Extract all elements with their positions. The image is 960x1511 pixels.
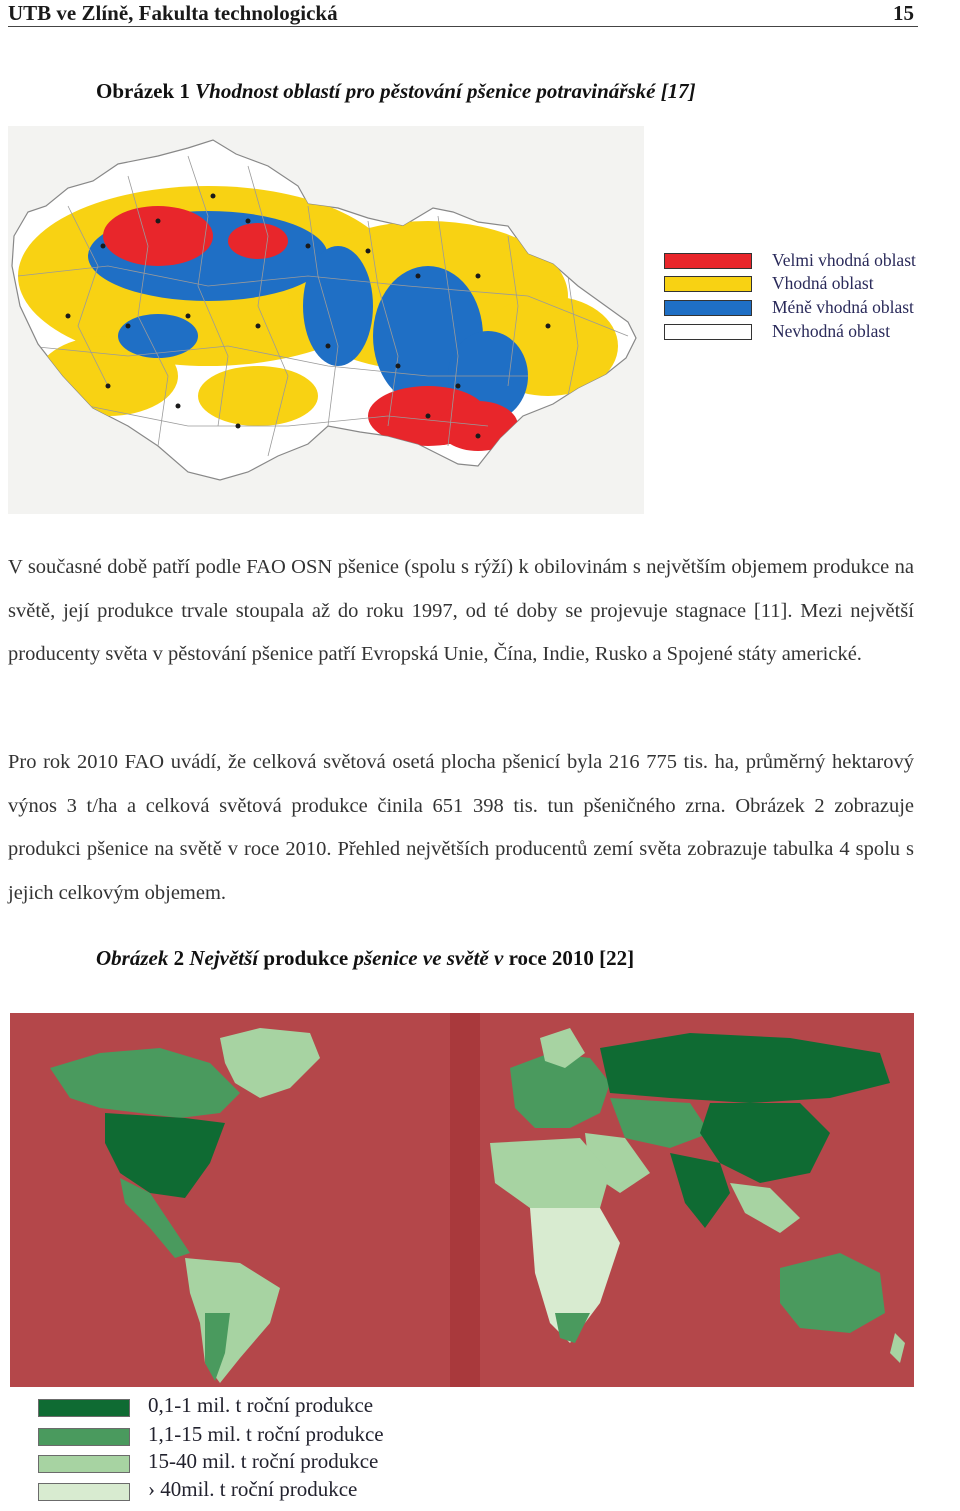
body-paragraph-1: V současné době patří podle FAO OSN pšenice (spolu s rýží) k obilovinám s největším objemem produkce na světě, její produkce trvale stoupala až do roku 1997, od té doby se projevuje stagnace [11]. Mezi největší producenty světa v pěstování pšenice patří Evropská Unie, Čína, Indie, Rusko a Spojené státy americké. bbox=[8, 556, 914, 665]
legend-item bbox=[664, 273, 960, 293]
czech-suitability-map bbox=[8, 126, 644, 514]
page-header bbox=[8, 0, 918, 27]
legend-item bbox=[664, 250, 960, 270]
legend-item bbox=[38, 1449, 458, 1478]
legend-swatch bbox=[38, 1483, 130, 1501]
greenland bbox=[220, 1028, 320, 1098]
southeast-asia bbox=[730, 1183, 800, 1233]
header-title: UTB ve Zlíně, Fakulta technologická bbox=[8, 1, 338, 25]
legend-swatch bbox=[664, 324, 752, 340]
legend-swatch bbox=[38, 1399, 130, 1417]
body-paragraph-2: Pro rok 2010 FAO uvádí, že celková světová osetá plocha pšenicí byla 216 775 tis. ha, průměrný hektarový výnos 3 t/ha a celková světová produkce činila 651 398 tis. tun pšeničného zrna. Obrázek 2 zobrazuje produkci pšenice na světě v roce 2010. Přehled největších producentů zemí světa zobrazuje tabulka 4 spolu s jejich celkovým objemem. bbox=[8, 751, 914, 904]
figure1-caption-text: Vhodnost oblastí pro pěstování pšenice potravinářské [17] bbox=[195, 79, 696, 103]
south-america bbox=[185, 1258, 280, 1383]
figure2-caption-phrase: pšenice ve světě v bbox=[353, 946, 504, 970]
figure2-caption bbox=[96, 946, 634, 971]
legend-item bbox=[664, 297, 960, 317]
world-wheat-map bbox=[10, 1013, 914, 1387]
figure2-caption-tail: roce 2010 [22] bbox=[508, 946, 635, 970]
legend-item bbox=[38, 1477, 458, 1506]
figure2-caption-word-bold: produkce bbox=[263, 946, 349, 970]
australia bbox=[780, 1253, 885, 1333]
page-number: 15 bbox=[893, 1, 914, 25]
figure1-caption bbox=[96, 79, 696, 104]
legend-swatch bbox=[664, 276, 752, 292]
north-america-north bbox=[50, 1048, 240, 1118]
czech-map-svg bbox=[8, 126, 644, 514]
legend-label: Nevhodná oblast bbox=[772, 321, 891, 341]
legend-swatch bbox=[664, 300, 752, 316]
legend-item bbox=[38, 1393, 458, 1422]
legend-swatch bbox=[38, 1428, 130, 1446]
legend-label: 15-40 mil. t roční produkce bbox=[148, 1449, 379, 1473]
map-fold-shadow bbox=[450, 1013, 480, 1387]
south-africa bbox=[555, 1313, 590, 1343]
legend-item bbox=[664, 321, 960, 341]
legend-label: Velmi vhodná oblast bbox=[772, 250, 916, 270]
russia bbox=[600, 1033, 890, 1103]
figure2-caption-number: 2 bbox=[173, 946, 185, 970]
figure2-caption-word: Největší bbox=[189, 946, 259, 970]
legend-label: › 40mil. t roční produkce bbox=[148, 1477, 358, 1501]
new-zealand bbox=[890, 1333, 905, 1363]
figure2-caption-prefix: Obrázek bbox=[96, 946, 169, 970]
legend-label: Méně vhodná oblast bbox=[772, 297, 914, 317]
legend-label: Vhodná oblast bbox=[772, 273, 874, 293]
world-map-svg bbox=[10, 1013, 914, 1387]
india bbox=[670, 1153, 730, 1228]
legend-label: 0,1-1 mil. t roční produkce bbox=[148, 1393, 374, 1417]
figure1-caption-prefix: Obrázek 1 bbox=[96, 79, 190, 103]
legend-label: 1,1-15 mil. t roční produkce bbox=[148, 1422, 384, 1446]
legend-item bbox=[38, 1422, 458, 1451]
legend-swatch bbox=[664, 253, 752, 269]
legend-swatch bbox=[38, 1455, 130, 1473]
